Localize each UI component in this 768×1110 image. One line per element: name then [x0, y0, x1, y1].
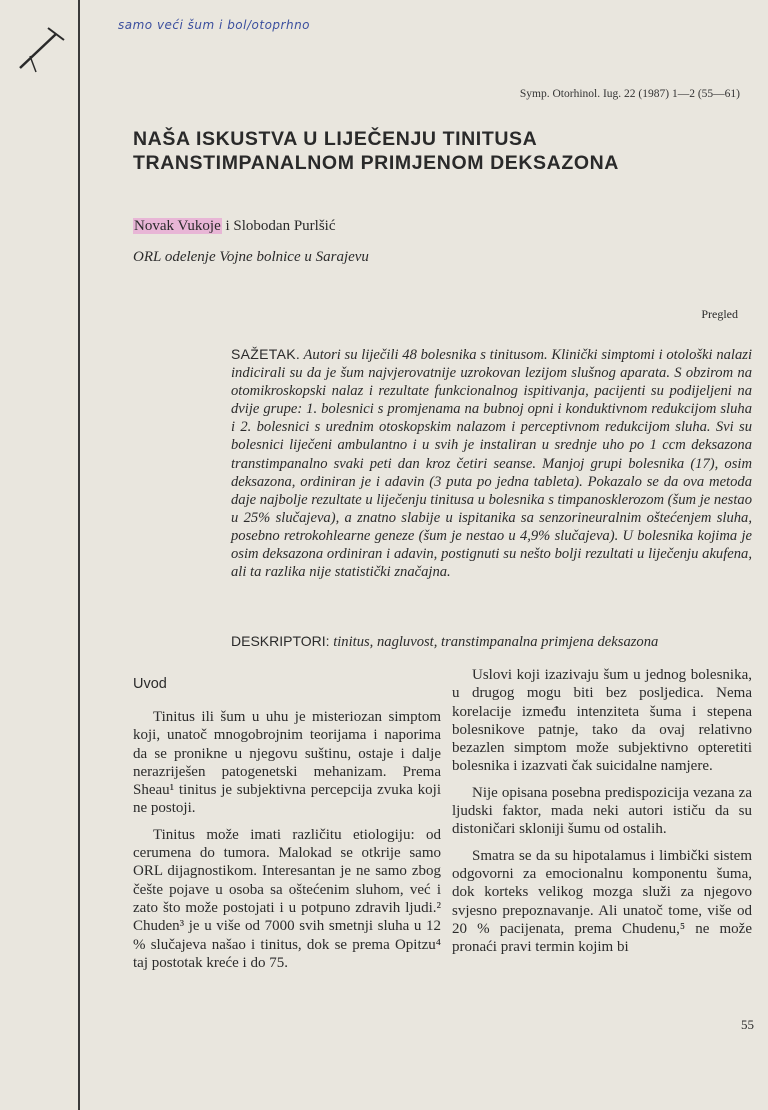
- section-heading: Uvod: [133, 676, 167, 692]
- paragraph: Smatra se da su hipotalamus i limbički sistem odgovorni za emocionalnu komponentu šuma, dok korteks velikog mozga služi za njegovo svjesno prepoznavanje. Ali unatoč tome, više od 20 % pacijenata, prema Chudenu,⁵ ne može pronaći pravi termin kojim bi: [452, 847, 752, 956]
- journal-reference: Symp. Otorhinol. Iug. 22 (1987) 1—2 (55—61): [519, 88, 740, 100]
- other-authors: i Slobodan Purlšić: [221, 218, 336, 234]
- paragraph: Uslovi koji izazivaju šum u jednog bolesnika, u drugog mogu biti bez posljedica. Nema korelacije između intenziteta šuma i stepena bolesnikove patnje, tako da ovaj relativno bezazlen simptom može subjektivno opteretiti bolesnika i izazvati čak suicidalne namjere.: [452, 667, 752, 775]
- authors: [133, 218, 336, 235]
- keywords: [231, 633, 752, 651]
- paragraph: Nije opisana posebna predispozicija vezana za ljudski faktor, mada neki autori ističu da su distoničari skloniji šumu od ostalih.: [452, 784, 752, 838]
- left-column: [133, 708, 441, 980]
- paragraph: Tinitus ili šum u uhu je misteriozan simptom koji, unatoč mnogobrojnim teorijama i naporima da se pronikne u njegovu suštinu, ostaje i dalje nerazriješen patogenetski mehanizam. Prema Sheau¹ tinitus je subjektivna percepcija zvuka koji ne postoji.: [133, 709, 441, 817]
- paragraph: Tinitus može imati različitu etiologiju: od cerumena do tumora. Malokad se otkrije samo ORL dijagnostikom. Interesantan je ne samo zbog češte pojave u osoba sa oštećenim sluhom, već i zato što može postojati i u potpuno zdravih ljudi.² Chuden³ je u više od 7000 svih smetnji sluha u 12 % slučajeva našao i tinitus, dok se prema Opitzu⁴ taj postotak kreće i do 75.: [133, 826, 441, 971]
- page-number: 55: [741, 1017, 754, 1032]
- right-column: [452, 666, 752, 964]
- article-type: Pregled: [701, 307, 738, 321]
- affiliation: ORL odelenje Vojne bolnice u Sarajevu: [133, 249, 369, 265]
- handwritten-note: samo veći šum i bol/otoprhno: [118, 18, 311, 32]
- first-author: Novak Vukoje: [134, 218, 221, 234]
- abstract-text: Autori su liječili 48 bolesnika s tinitusom. Klinički simptomi i otološki nalazi indicirali su da je šum najvjerovatnije uzrokovan lezijom slušnog aparata. S obzirom na otomikroskopski nalaz i rezultate funkcionalnog ispitivanja, pacijenti su podijeljeni na dvije grupe: 1. bolesnici s promjenama na bubnoj opni i konduktivnom redukcijom sluha i 2. bolesnici s urednim otoskopskim nalazom i perceptivnom redukcijom sluha. Svi su bolesnici liječeni ambulantno i u svih je instaliran u srednje uho po 1 ccm deksazona transtimpanalno svaki peti dan kroz četiri seanse. Manjoj grupi bolesnika (17), osim deksazona, ordiniran je i adavin (3 puta po jedna tableta). Pokazalo se da ova metoda daje najbolje rezultate u liječenju tinitusa u bolesnika s timpanosklerozom (šum je nestao u 25% slučajeva), a znatno slabije u ispitanika sa senzorineuralnim oštećenjem sluha, posebno retrokohlearne geneze (šum je nestao u 4,9% slučajeva). U bolesnika kojima je osim deksazona ordiniran i adavin, postignuti su nešto bolji rezultati u liječenju akufena, ali ta razlika nije statistički značajna.: [231, 347, 752, 581]
- pen-mark-icon: [12, 20, 72, 76]
- keywords-label: DESKRIPTORI:: [231, 633, 330, 649]
- abstract: [231, 345, 752, 581]
- keywords-text: tinitus, nagluvost, transtimpanalna primjena deksazona: [329, 634, 659, 650]
- article-title: NAŠA ISKUSTVA U LIJEČENJU TINITUSA TRANSTIMPANALNOM PRIMJENOM DEKSAZONA: [133, 128, 619, 174]
- abstract-label: SAŽETAK.: [231, 346, 301, 362]
- margin-rule: [78, 0, 80, 1110]
